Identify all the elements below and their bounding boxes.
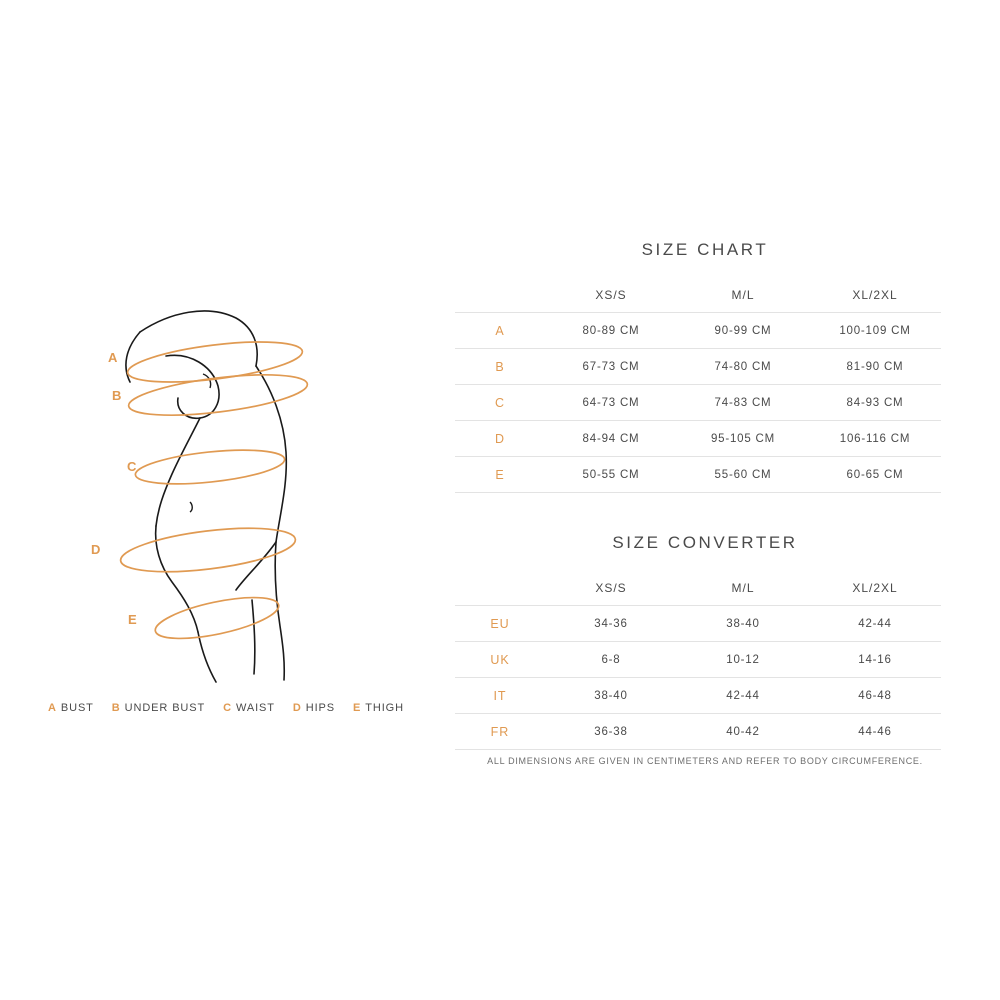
size-converter-fr-ml: 40-42 <box>726 725 760 738</box>
table-row <box>455 606 941 642</box>
size-chart-row-label-c: C <box>494 395 506 410</box>
size-chart-col-3: XL/2XL <box>852 288 898 302</box>
size-converter-title: SIZE CONVERTER <box>612 533 798 552</box>
legend-label-e: THIGH <box>365 702 404 714</box>
legend-item-c <box>223 702 275 714</box>
table-row <box>455 349 941 385</box>
size-chart-b-xss: 67-73 CM <box>582 360 640 373</box>
size-converter-row-label-it: IT <box>493 688 507 703</box>
size-tables <box>455 240 955 750</box>
size-converter-it-xl2xl: 46-48 <box>858 689 892 702</box>
legend-item-a <box>48 702 94 714</box>
legend-item-d <box>293 702 335 714</box>
size-converter-table <box>455 571 941 750</box>
size-converter-uk-ml: 10-12 <box>726 653 760 666</box>
legend-label-b: UNDER BUST <box>124 702 206 714</box>
size-converter-eu-xl2xl: 42-44 <box>858 617 892 630</box>
size-converter-row-label-uk: UK <box>490 652 510 667</box>
size-chart-e-xl2xl: 60-65 CM <box>846 468 904 481</box>
size-chart-col-2: M/L <box>731 288 755 302</box>
size-converter-row-label-fr: FR <box>490 724 510 739</box>
marker-d: D <box>91 542 101 557</box>
size-converter-col-2: M/L <box>731 581 755 595</box>
size-chart-d-xl2xl: 106-116 CM <box>839 432 911 445</box>
measurement-footnote: ALL DIMENSIONS ARE GIVEN IN CENTIMETERS AND REFER TO BODY CIRCUMFERENCE. <box>487 756 923 766</box>
table-row <box>455 642 941 678</box>
size-converter-it-ml: 42-44 <box>726 689 760 702</box>
size-chart-row-label-a: A <box>495 323 505 338</box>
legend-item-e <box>353 702 404 714</box>
size-chart-e-xss: 50-55 CM <box>582 468 640 481</box>
marker-c: C <box>127 459 137 474</box>
legend-key-a: A <box>48 702 57 714</box>
legend-item-b <box>112 702 205 714</box>
size-chart-b-ml: 74-80 CM <box>714 360 772 373</box>
size-converter-uk-xss: 6-8 <box>601 653 621 666</box>
size-converter-col-3: XL/2XL <box>852 581 898 595</box>
table-row <box>455 457 941 493</box>
legend-key-c: C <box>223 702 232 714</box>
table-row <box>455 385 941 421</box>
marker-b: B <box>112 388 122 403</box>
size-chart-a-xss: 80-89 CM <box>582 324 640 337</box>
size-converter-eu-ml: 38-40 <box>726 617 760 630</box>
marker-e: E <box>128 612 137 627</box>
size-converter-row-label-eu: EU <box>490 616 510 631</box>
measure-ellipse-a <box>126 334 305 389</box>
size-converter-uk-xl2xl: 14-16 <box>858 653 892 666</box>
marker-a: A <box>108 350 118 365</box>
legend-label-c: WAIST <box>235 702 275 714</box>
size-converter-col-1: XS/S <box>595 581 627 595</box>
size-chart-a-xl2xl: 100-109 CM <box>839 324 911 337</box>
size-chart-b-xl2xl: 81-90 CM <box>846 360 904 373</box>
legend-key-e: E <box>352 702 362 714</box>
table-row <box>455 421 941 457</box>
legend-key-b: B <box>111 702 121 714</box>
size-chart-row-label-b: B <box>495 359 505 374</box>
size-chart-c-xss: 64-73 CM <box>582 396 640 409</box>
female-body-figure-svg <box>40 270 420 690</box>
size-chart-d-ml: 95-105 CM <box>710 432 776 445</box>
legend-key-d: D <box>292 702 302 714</box>
size-chart-c-xl2xl: 84-93 CM <box>846 396 904 409</box>
size-chart-col-0 <box>455 278 545 313</box>
size-converter-it-xss: 38-40 <box>594 689 628 702</box>
size-converter-eu-xss: 34-36 <box>594 617 628 630</box>
body-measurement-diagram <box>40 270 420 690</box>
size-converter-fr-xl2xl: 44-46 <box>858 725 892 738</box>
size-chart-d-xss: 84-94 CM <box>582 432 640 445</box>
table-header-row <box>455 278 941 313</box>
legend-label-d: HIPS <box>305 702 336 714</box>
table-header-row <box>455 571 941 606</box>
measurement-legend <box>48 702 448 714</box>
table-row <box>455 678 941 714</box>
table-row <box>455 313 941 349</box>
table-row <box>455 714 941 750</box>
size-chart-a-ml: 90-99 CM <box>714 324 772 337</box>
size-chart-table <box>455 278 941 493</box>
size-chart-e-ml: 55-60 CM <box>714 468 772 481</box>
size-converter-col-0 <box>455 571 545 606</box>
size-chart-row-label-d: D <box>494 431 506 446</box>
size-chart-c-ml: 74-83 CM <box>714 396 772 409</box>
size-converter-fr-xss: 36-38 <box>594 725 628 738</box>
size-chart-title: SIZE CHART <box>641 240 769 259</box>
measure-ellipse-b <box>127 367 310 423</box>
size-chart-row-label-e: E <box>495 467 505 482</box>
measure-ellipse-c <box>134 444 286 490</box>
legend-label-a: BUST <box>60 702 94 714</box>
measure-ellipse-e <box>152 589 282 646</box>
size-chart-col-1: XS/S <box>595 288 627 302</box>
